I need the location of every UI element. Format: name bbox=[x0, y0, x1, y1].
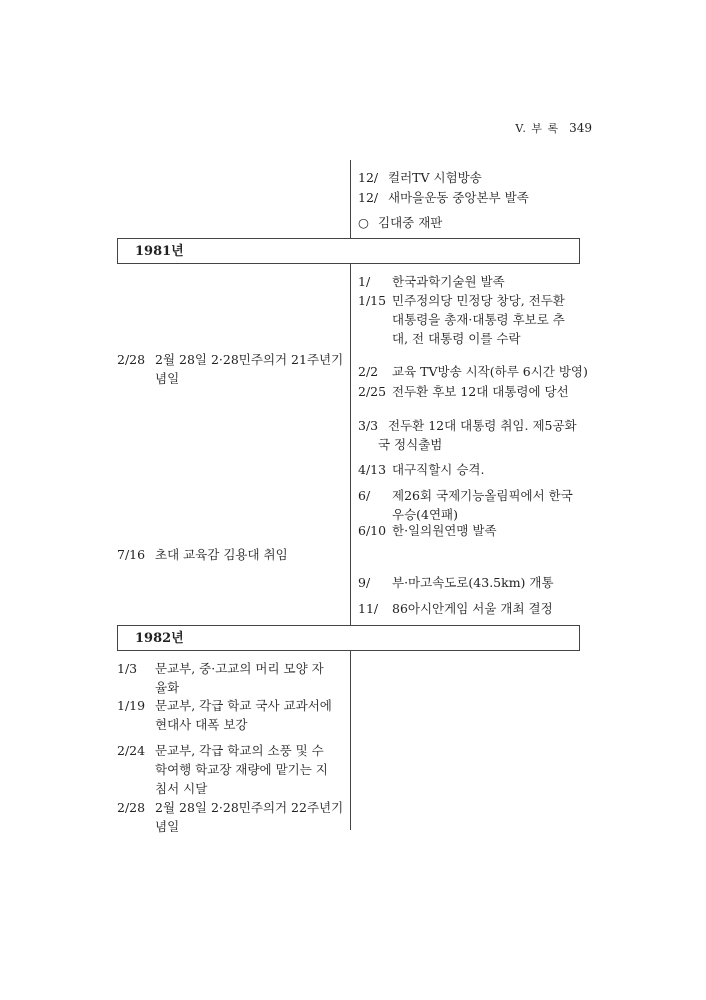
entry-text: 컬러TV 시험방송 bbox=[388, 170, 482, 185]
entry-text-cont: 율화 bbox=[155, 680, 180, 695]
entry-bullet: ○ bbox=[358, 215, 369, 230]
entry-text-cont: 우승(4연패) bbox=[392, 507, 459, 522]
entry-text: 전두환 후보 12대 대통령에 당선 bbox=[392, 384, 569, 399]
column-divider-1981 bbox=[350, 264, 351, 625]
entry-text: 제26회 국제기능올림픽에서 한국 bbox=[392, 488, 573, 503]
entry-text-cont: 현대사 대폭 보강 bbox=[155, 717, 248, 732]
timeline-entry bbox=[358, 189, 529, 207]
column-divider-1982 bbox=[350, 651, 351, 830]
entry-date: 6/10 bbox=[358, 523, 387, 538]
entry-date: 2/28 bbox=[117, 800, 146, 815]
year-heading-1981: 1981년 bbox=[117, 238, 580, 264]
timeline-entry bbox=[358, 292, 565, 310]
entry-date: 1/3 bbox=[117, 661, 138, 676]
entry-text-cont: 국 정식출범 bbox=[378, 437, 443, 452]
entry-date: 2/28 bbox=[117, 352, 146, 367]
timeline-entry bbox=[358, 363, 588, 381]
timeline-entry bbox=[358, 461, 484, 479]
entry-text: 교육 TV방송 시작(하루 6시간 방영) bbox=[392, 364, 588, 379]
timeline-entry bbox=[117, 546, 288, 564]
entry-text: 김대중 재판 bbox=[378, 215, 443, 230]
entry-date: 12/ bbox=[358, 190, 379, 205]
entry-text: 대구직할시 승격. bbox=[392, 462, 485, 477]
entry-text: 초대 교육감 김용대 취임 bbox=[155, 547, 288, 562]
entry-text: 문교부, 각급 학교 국사 교과서에 bbox=[155, 698, 332, 713]
entry-date: 2/2 bbox=[358, 364, 379, 379]
entry-date: 4/13 bbox=[358, 462, 387, 477]
entry-text-cont: 념일 bbox=[155, 371, 180, 386]
timeline-entry bbox=[358, 574, 554, 592]
entry-text: 전두환 12대 대통령 취임. 제5공화 bbox=[388, 418, 577, 433]
timeline-entry bbox=[117, 742, 324, 760]
timeline-entry bbox=[117, 351, 343, 369]
entry-date: 2/24 bbox=[117, 743, 146, 758]
entry-text: 2월 28일 2·28민주의거 22주년기 bbox=[155, 800, 344, 815]
entry-text: 2월 28일 2·28민주의거 21주년기 bbox=[155, 352, 344, 367]
entry-text: 한국과학기술원 발족 bbox=[392, 274, 505, 289]
entry-text-cont: 념일 bbox=[155, 819, 180, 834]
timeline-entry bbox=[358, 522, 497, 540]
entry-text-cont: 대통령을 총재·대통령 후보로 추 bbox=[392, 312, 565, 327]
entry-date: 2/25 bbox=[358, 384, 387, 399]
entry-date: 1/ bbox=[358, 274, 371, 289]
entry-text: 새마을운동 중앙본부 발족 bbox=[388, 190, 529, 205]
entry-date: 9/ bbox=[358, 575, 371, 590]
running-header bbox=[480, 120, 592, 136]
timeline-entry bbox=[358, 383, 569, 401]
timeline-entry bbox=[358, 600, 553, 618]
entry-text: 한·일의원연맹 발족 bbox=[392, 523, 497, 538]
entry-text: 문교부, 각급 학교의 소풍 및 수 bbox=[155, 743, 324, 758]
entry-date: 1/15 bbox=[358, 293, 387, 308]
entry-date: 11/ bbox=[358, 601, 379, 616]
entry-text-cont: 침서 시달 bbox=[155, 781, 208, 796]
column-divider-top bbox=[350, 160, 351, 238]
timeline-entry bbox=[358, 273, 505, 291]
timeline-entry bbox=[117, 660, 324, 678]
entry-text: 86아시안게임 서울 개최 결정 bbox=[392, 601, 553, 616]
entry-text-cont: 학여행 학교장 재량에 맡기는 지 bbox=[155, 762, 328, 777]
timeline-entry bbox=[358, 417, 577, 435]
entry-text: 부·마고속도로(43.5km) 개통 bbox=[392, 575, 554, 590]
timeline-entry bbox=[117, 799, 343, 817]
timeline-entry bbox=[358, 487, 573, 505]
entry-date: 1/19 bbox=[117, 698, 146, 713]
entry-date: 12/ bbox=[358, 170, 379, 185]
entry-text: 문교부, 중·고교의 머리 모양 자 bbox=[155, 661, 324, 676]
timeline-entry bbox=[117, 697, 332, 715]
timeline-entry bbox=[358, 169, 482, 187]
section-title: V. 부 록 bbox=[515, 122, 560, 135]
entry-date: 3/3 bbox=[358, 418, 379, 433]
year-heading-1982: 1982년 bbox=[117, 625, 580, 651]
page-number: 349 bbox=[569, 121, 592, 135]
entry-text-cont: 대, 전 대통령 이를 수락 bbox=[392, 331, 521, 346]
entry-date: 6/ bbox=[358, 488, 371, 503]
timeline-entry bbox=[358, 214, 442, 232]
entry-date: 7/16 bbox=[117, 547, 146, 562]
entry-text: 민주정의당 민정당 창당, 전두환 bbox=[392, 293, 565, 308]
